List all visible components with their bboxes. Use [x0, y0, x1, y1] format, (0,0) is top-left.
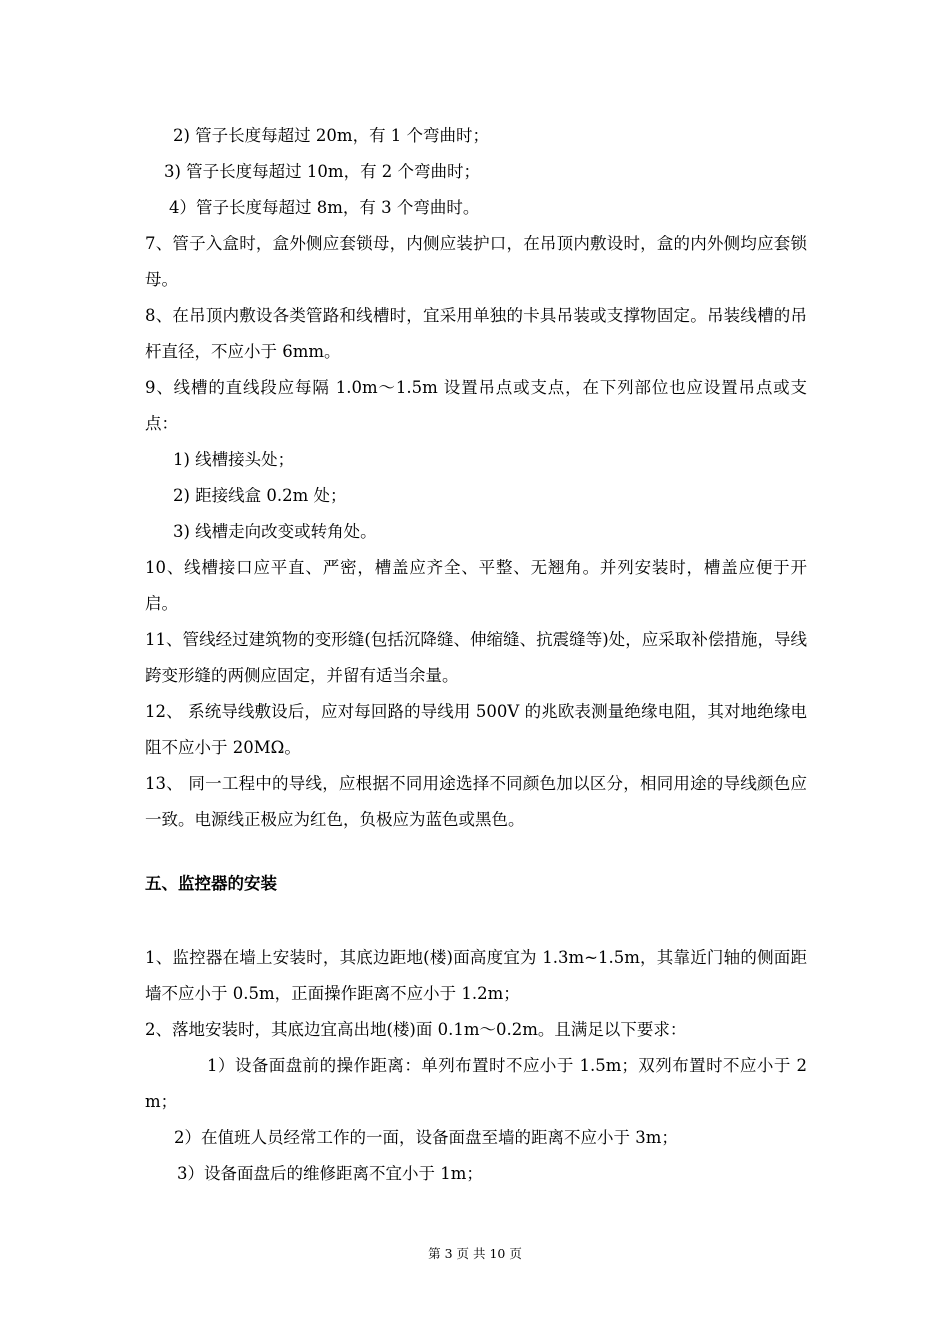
list-item: 1) 线槽接头处；	[173, 450, 295, 469]
spacer	[145, 838, 807, 866]
paragraph: 13、 同一工程中的导线，应根据不同用途选择不同颜色加以区分，相同用途的导线颜色应一致。电源线正极应为红色，负极应为蓝色或黑色。	[145, 774, 807, 829]
paragraph: 8、在吊顶内敷设各类管路和线槽时，宜采用单独的卡具吊装或支撑物固定。吊装线槽的吊杆直径，不应小于 6mm。	[145, 306, 807, 361]
paragraph: 1、监控器在墙上安装时，其底边距地(楼)面高度宜为 1.3m~1.5m，其靠近门轴的侧面距墙不应小于 0.5m，正面操作距离不应小于 1.2m；	[145, 948, 807, 1003]
paragraph: 10、线槽接口应平直、严密，槽盖应齐全、平整、无翘角。并列安装时，槽盖应便于开启。	[145, 558, 807, 613]
page-body	[145, 118, 807, 1192]
list-item: 4）管子长度每超过 8m，有 3 个弯曲时。	[169, 198, 480, 217]
list-item: 3）设备面盘后的维修距离不宜小于 1m；	[177, 1164, 483, 1183]
paragraph: 7、管子入盒时，盒外侧应套锁母，内侧应装护口，在吊顶内敷设时，盒的内外侧均应套锁母。	[145, 234, 807, 289]
spacer	[145, 902, 807, 940]
list-item: 3) 线槽走向改变或转角处。	[173, 522, 377, 541]
section-heading: 五、监控器的安装	[145, 874, 277, 893]
list-item: 2) 管子长度每超过 20m，有 1 个弯曲时；	[173, 126, 490, 145]
list-item: 2）在值班人员经常工作的一面，设备面盘至墙的距离不应小于 3m；	[174, 1128, 678, 1147]
list-item: 2) 距接线盒 0.2m 处；	[173, 486, 347, 505]
list-item: 1）设备面盘前的操作距离：单列布置时不应小于 1.5m；双列布置时不应小于 2m；	[145, 1056, 807, 1111]
page-footer: 第 3 页 共 10 页	[428, 1246, 522, 1261]
paragraph: 11、管线经过建筑物的变形缝(包括沉降缝、伸缩缝、抗震缝等)处，应采取补偿措施，导线跨变形缝的两侧应固定，并留有适当余量。	[145, 630, 807, 685]
paragraph: 9、线槽的直线段应每隔 1.0m～1.5m 设置吊点或支点，在下列部位也应设置吊点或支点：	[145, 378, 807, 433]
paragraph: 2、落地安装时，其底边宜高出地(楼)面 0.1m～0.2m。且满足以下要求：	[145, 1020, 687, 1039]
paragraph: 12、 系统导线敷设后，应对每回路的导线用 500V 的兆欧表测量绝缘电阻，其对地绝缘电阻不应小于 20MΩ。	[145, 702, 807, 757]
list-item: 3) 管子长度每超过 10m，有 2 个弯曲时；	[164, 162, 481, 181]
